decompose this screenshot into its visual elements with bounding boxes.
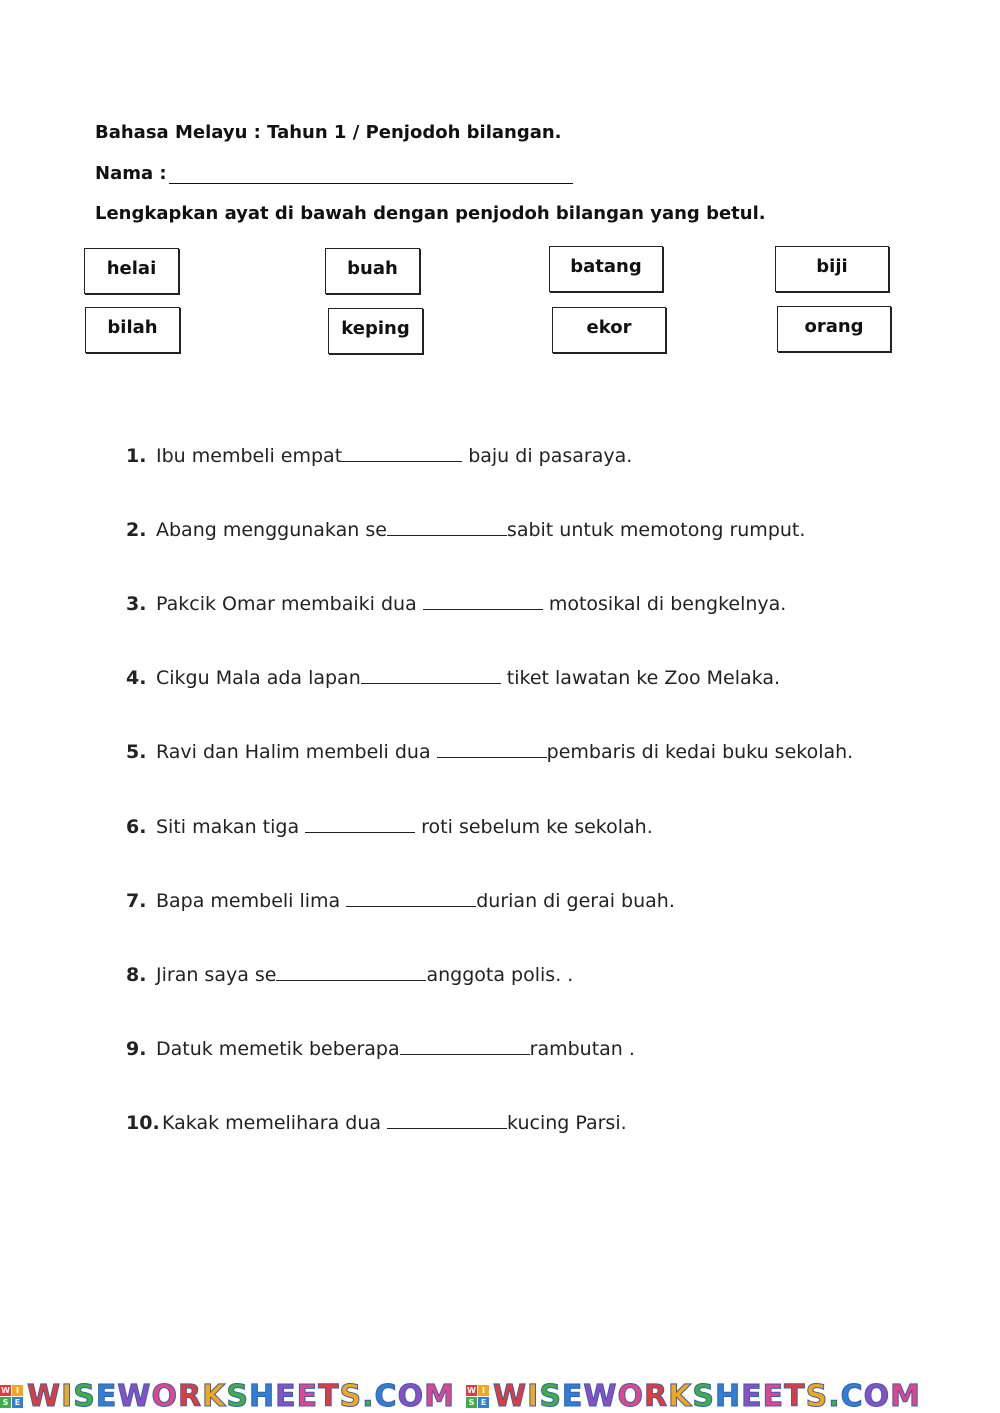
wiseworksheets-logo-icon: W I S E bbox=[0, 1385, 23, 1408]
question-text-after: pembaris di kedai buku sekolah. bbox=[546, 741, 854, 763]
watermark-text: WISEWORKSHEETS.COM bbox=[27, 1379, 455, 1413]
question-3 bbox=[126, 590, 786, 615]
question-5 bbox=[126, 738, 853, 763]
answer-blank[interactable] bbox=[361, 664, 501, 684]
question-text-after: sabit untuk memotong rumput. bbox=[506, 519, 806, 541]
answer-blank[interactable] bbox=[305, 813, 415, 833]
name-label: Nama : bbox=[95, 163, 167, 184]
question-number: 1. bbox=[126, 445, 147, 467]
question-4 bbox=[126, 664, 780, 689]
answer-blank[interactable] bbox=[276, 961, 426, 981]
question-2 bbox=[126, 516, 805, 541]
question-9 bbox=[126, 1035, 635, 1060]
question-number: 5. bbox=[126, 741, 147, 763]
question-7 bbox=[126, 887, 675, 912]
question-text-before: Abang menggunakan se bbox=[156, 519, 387, 541]
question-text-before: Cikgu Mala ada lapan bbox=[156, 667, 361, 689]
question-text-after: baju di pasaraya. bbox=[462, 445, 633, 467]
word-box-helai[interactable]: helai bbox=[84, 248, 179, 294]
question-text-after: durian di gerai buah. bbox=[476, 890, 675, 912]
question-text-before: Jiran saya se bbox=[156, 964, 277, 986]
question-10 bbox=[126, 1109, 627, 1134]
question-number: 9. bbox=[126, 1038, 147, 1060]
word-box-biji[interactable]: biji bbox=[775, 246, 889, 292]
question-8 bbox=[126, 961, 573, 986]
question-text-before: Kakak memelihara dua bbox=[162, 1112, 388, 1134]
instruction-text: Lengkapkan ayat di bawah dengan penjodoh bilangan yang betul. bbox=[95, 203, 766, 224]
watermark-logo bbox=[466, 1379, 921, 1413]
word-box-batang[interactable]: batang bbox=[549, 246, 663, 292]
question-number: 3. bbox=[126, 593, 147, 615]
question-text-after: anggota polis. . bbox=[426, 964, 574, 986]
answer-blank[interactable] bbox=[342, 442, 462, 462]
question-text-after: roti sebelum ke sekolah. bbox=[415, 816, 653, 838]
question-text-before: Bapa membeli lima bbox=[156, 890, 347, 912]
word-box-orang[interactable]: orang bbox=[777, 306, 891, 352]
question-number: 7. bbox=[126, 890, 147, 912]
question-text-before: Siti makan tiga bbox=[156, 816, 306, 838]
worksheet-title: Bahasa Melayu : Tahun 1 / Penjodoh bilangan. bbox=[95, 122, 562, 143]
watermark-footer bbox=[0, 1378, 1000, 1413]
question-number: 4. bbox=[126, 667, 147, 689]
answer-blank[interactable] bbox=[437, 738, 547, 758]
question-text-after: motosikal di bengkelnya. bbox=[542, 593, 787, 615]
answer-blank[interactable] bbox=[387, 516, 507, 536]
answer-blank[interactable] bbox=[423, 590, 543, 610]
question-text-after: rambutan . bbox=[529, 1038, 635, 1060]
watermark-logo bbox=[0, 1379, 455, 1413]
answer-blank[interactable] bbox=[387, 1109, 507, 1129]
question-text-before: Datuk memetik beberapa bbox=[156, 1038, 400, 1060]
wiseworksheets-logo-icon: W I S E bbox=[466, 1385, 489, 1408]
question-number: 6. bbox=[126, 816, 147, 838]
name-blank-line[interactable] bbox=[169, 165, 573, 184]
name-field[interactable] bbox=[95, 163, 573, 184]
question-text-after: kucing Parsi. bbox=[507, 1112, 627, 1134]
question-text-before: Ravi dan Halim membeli dua bbox=[156, 741, 437, 763]
question-number: 10. bbox=[126, 1112, 160, 1134]
question-number: 8. bbox=[126, 964, 147, 986]
question-text-before: Ibu membeli empat bbox=[156, 445, 343, 467]
question-number: 2. bbox=[126, 519, 147, 541]
watermark-text: WISEWORKSHEETS.COM bbox=[493, 1379, 921, 1413]
question-text-before: Pakcik Omar membaiki dua bbox=[156, 593, 423, 615]
word-box-ekor[interactable]: ekor bbox=[552, 307, 666, 353]
word-box-buah[interactable]: buah bbox=[325, 248, 420, 294]
answer-blank[interactable] bbox=[400, 1035, 530, 1055]
answer-blank[interactable] bbox=[346, 887, 476, 907]
question-1 bbox=[126, 442, 632, 467]
word-box-keping[interactable]: keping bbox=[328, 308, 423, 354]
question-text-after: tiket lawatan ke Zoo Melaka. bbox=[500, 667, 781, 689]
word-box-bilah[interactable]: bilah bbox=[85, 307, 180, 353]
question-6 bbox=[126, 813, 653, 838]
